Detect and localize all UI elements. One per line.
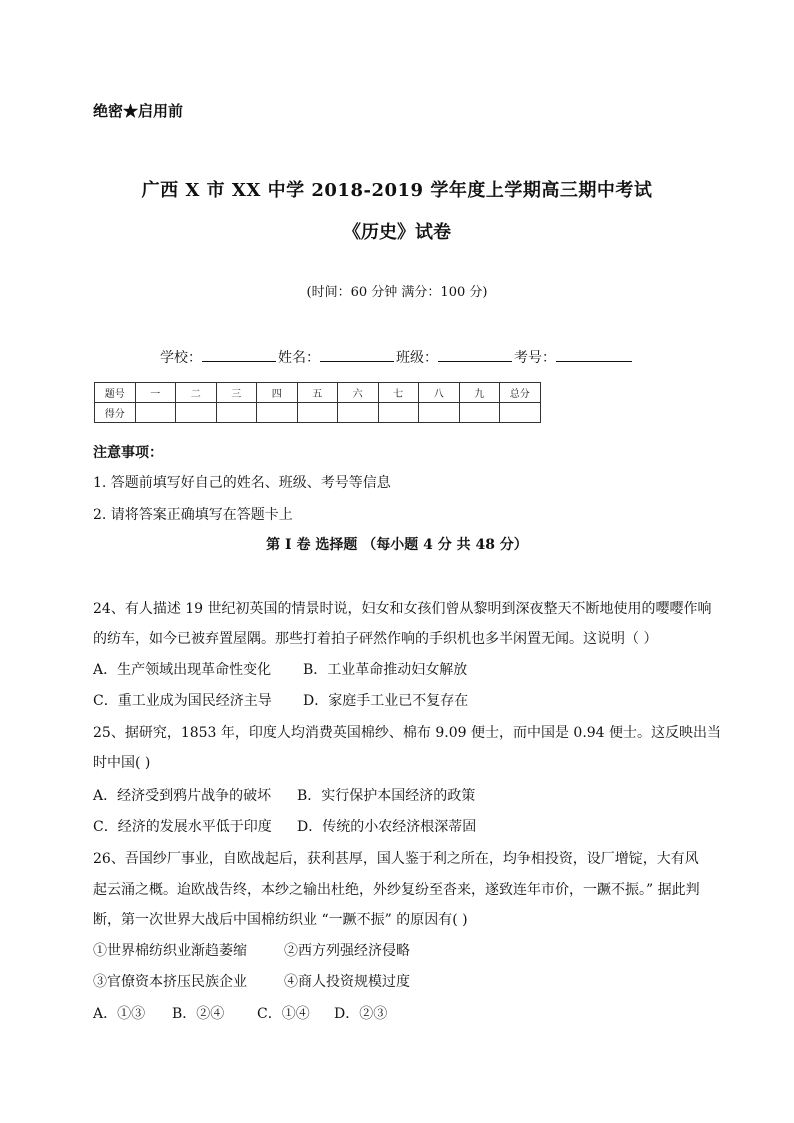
question-25-line: 时中国( ) xyxy=(93,755,151,771)
score-table xyxy=(94,382,541,423)
question-26-line: 26、吾国纱厂事业，自欧战起后，获利甚厚，国人鉴于利之所在，均争相投资，设厂增锭，大有风 xyxy=(93,851,699,867)
score-table-header-cell: 四 xyxy=(257,383,298,403)
exam-title: 广西 X 市 XX 中学 2018-2019 学年度上学期高三期中考试 xyxy=(141,180,653,201)
score-table-header-cell: 二 xyxy=(176,383,217,403)
score-cell[interactable] xyxy=(297,403,338,423)
question-26-option-c: C．①④ xyxy=(257,1006,310,1022)
question-24-option-a: A．生产领域出现革命性变化 xyxy=(93,662,272,678)
score-table-header-cell: 五 xyxy=(297,383,338,403)
score-cell[interactable] xyxy=(419,403,460,423)
exam-subject-title: 《历史》试卷 xyxy=(343,222,451,243)
question-24-line: 24、有人描述 19 世纪初英国的情景时说，妇女和女孩们曾从黎明到深夜整天不断地使用的嘤嘤作响 xyxy=(93,601,712,617)
score-table-header-cell: 一 xyxy=(135,383,176,403)
exam-number-label: 考号： xyxy=(514,350,556,366)
question-26-item-2: ②西方列强经济侵略 xyxy=(284,943,410,959)
class-field[interactable] xyxy=(438,347,512,362)
question-25-option-b: B．实行保护本国经济的政策 xyxy=(297,788,476,804)
score-cell[interactable] xyxy=(216,403,257,423)
question-26-line: 起云涌之概。迨欧战告终，本纱之输出杜绝，外纱复纷至沓来，遂致连年市价，一蹶不振。” 据此判 xyxy=(93,882,700,898)
score-table-score-row xyxy=(95,403,541,423)
notice-item: 1. 答题前填写好自己的姓名、班级、考号等信息 xyxy=(93,475,391,491)
section-title: 第 I 卷 选择题 （每小题 4 分 共 48 分） xyxy=(266,537,528,553)
exam-time-info: (时间：60 分钟 满分：100 分) xyxy=(306,285,488,300)
score-table-header-cell: 七 xyxy=(378,383,419,403)
school-field[interactable] xyxy=(202,347,276,362)
score-cell[interactable] xyxy=(135,403,176,423)
question-26-option-b: B．②④ xyxy=(172,1006,225,1022)
question-26-line: 断，第一次世界大战后中国棉纺织业 “一蹶不振” 的原因有( ) xyxy=(93,912,468,928)
score-cell[interactable] xyxy=(338,403,379,423)
question-26-option-a: A．①③ xyxy=(93,1006,146,1022)
question-24-line: 的纺车，如今已被弃置屋隅。那些打着拍子砰然作响的手织机也多半闲置无闻。这说明（ ） xyxy=(93,631,658,647)
question-26-item-3: ③官僚资本挤压民族企业 xyxy=(93,974,247,990)
question-26-item-4: ④商人投资规模过度 xyxy=(284,974,410,990)
exam-number-field[interactable] xyxy=(556,347,632,362)
question-25-option-d: D．传统的小农经济根深蒂固 xyxy=(297,819,477,835)
question-25-line: 25、据研究，1853 年，印度人均消费英国棉纱、棉布 9.09 便士，而中国是 0.94 便士。这反映出当 xyxy=(93,725,722,741)
score-table-header-cell: 八 xyxy=(419,383,460,403)
confidential-label: 绝密★启用前 xyxy=(93,102,184,120)
score-cell[interactable] xyxy=(378,403,419,423)
score-table-header-cell: 六 xyxy=(338,383,379,403)
score-cell[interactable] xyxy=(459,403,500,423)
score-row-label: 得分 xyxy=(95,403,136,423)
notice-item: 2. 请将答案正确填写在答题卡上 xyxy=(93,507,293,523)
question-24-option-c: C．重工业成为国民经济主导 xyxy=(93,693,272,709)
school-label: 学校： xyxy=(160,350,202,366)
score-cell[interactable] xyxy=(176,403,217,423)
question-26-option-d: D．②③ xyxy=(334,1006,388,1022)
class-label: 班级： xyxy=(396,350,438,366)
score-table-header-cell: 三 xyxy=(216,383,257,403)
student-info-row xyxy=(160,347,634,367)
score-table-header-cell: 九 xyxy=(459,383,500,403)
score-cell[interactable] xyxy=(500,403,541,423)
question-24-option-d: D．家庭手工业已不复存在 xyxy=(303,693,469,709)
name-field[interactable] xyxy=(320,347,394,362)
question-24-option-b: B．工业革命推动妇女解放 xyxy=(303,662,468,678)
score-cell[interactable] xyxy=(257,403,298,423)
question-25-option-a: A．经济受到鸦片战争的破坏 xyxy=(93,788,272,804)
question-25-option-c: C．经济的发展水平低于印度 xyxy=(93,819,272,835)
score-table-header-row xyxy=(95,383,541,403)
score-table-header-cell: 总分 xyxy=(500,383,541,403)
score-table-header-cell: 题号 xyxy=(95,383,136,403)
name-label: 姓名： xyxy=(278,350,320,366)
question-26-item-1: ①世界棉纺织业渐趋萎缩 xyxy=(93,943,247,959)
notice-title: 注意事项： xyxy=(93,445,163,461)
